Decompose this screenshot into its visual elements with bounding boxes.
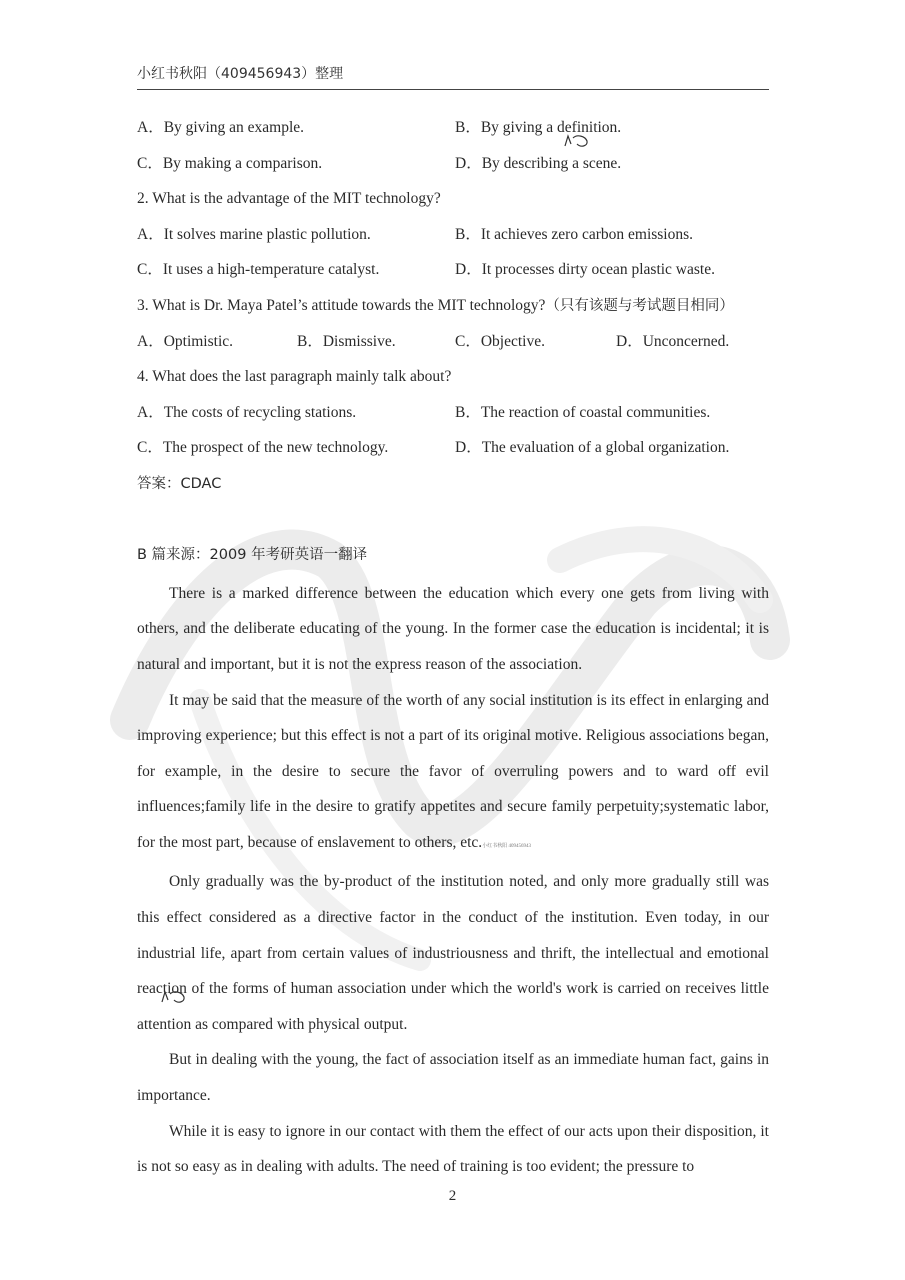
q1-option-c: C．By making a comparison. (137, 154, 323, 172)
q1-option-a: A．By giving an example. (137, 119, 305, 136)
q1-option-b: B．By giving a definition. (455, 119, 622, 136)
document-body (137, 113, 769, 1185)
q1-options-row-2 (137, 149, 769, 185)
q2-option-a: A．It solves marine plastic pollution. (137, 225, 371, 243)
q2-option-d: D．It processes dirty ocean plastic waste. (455, 261, 715, 279)
passage-paragraph-2 (137, 683, 769, 865)
q2-stem: 2. What is the advantage of the MIT technology? (137, 190, 441, 208)
q3-option-b: B．Dismissive. (297, 332, 396, 350)
q3-stem-note: （只有该题与考试题目相同） (545, 297, 734, 314)
answer-key: 答案：CDAC (137, 475, 222, 492)
q3-stem-line (137, 291, 769, 327)
passage-paragraph-1: There is a marked difference between the education which every one gets from living with others, and the deliberate educating of the young. In the former case the education is incidental; it is natural and important, but it is not the express reason of the association. (137, 584, 769, 673)
q2-options-row-2 (137, 255, 769, 291)
passage-paragraph-5: While it is easy to ignore in our contact with them the effect of our acts upon their disposition, it is not so easy as in dealing with adults. The need of training is too evident; the pressure to (137, 1122, 769, 1176)
q4-option-a: A．The costs of recycling stations. (137, 403, 357, 421)
page-header: 小红书秋阳（409456943）整理 (137, 64, 769, 90)
q3-stem: 3. What is Dr. Maya Patel’s attitude towards the MIT technology? (137, 296, 546, 314)
passage-paragraph-2-text: It may be said that the measure of the worth of any social institution is its effect in enlarging and improving experience; but this effect is not a part of its original motive. Religious associations began, for example, in the desire to secure the favor of overruling powers and to ward off evil influences;family life in the desire to gratify appetites and secure family perpetuity;systematic labor, for the most part, because of enslavement to others, etc. (137, 691, 769, 851)
q4-options-row-2 (137, 433, 769, 469)
q2-option-b: B．It achieves zero carbon emissions. (455, 225, 694, 243)
q4-option-b: B．The reaction of coastal communities. (455, 403, 711, 421)
section-b-title: B 篇来源：2009 年考研英语一翻译 (137, 547, 368, 564)
handwritten-scribble-icon (160, 988, 190, 1008)
q4-option-c: C．The prospect of the new technology. (137, 439, 389, 457)
page-number: 2 (448, 1188, 457, 1204)
passage-paragraph-3: Only gradually was the by-product of the institution noted, and only more gradually still was this effect considered as a directive factor in the conduct of the institution. Even today, in our industrial life, apart from certain values of industriousness and thrift, the intellectual and emotional reaction of the forms of human association under which the world's work is carried on receives little attention as compared with physical output. (137, 873, 769, 1033)
passage-paragraph-4: But in dealing with the young, the fact of association itself as an immediate human fact, gains in importance. (137, 1051, 769, 1105)
q4-options-row-1 (137, 398, 769, 434)
q2-option-c: C．It uses a high-temperature catalyst. (137, 261, 380, 279)
q4-option-d: D．The evaluation of a global organization. (455, 439, 730, 457)
q2-options-row-1 (137, 220, 769, 256)
q3-option-a: A．Optimistic. (137, 332, 234, 350)
q1-options-row-1 (137, 113, 769, 149)
q3-option-c: C．Objective. (455, 332, 545, 350)
q4-stem: 4. What does the last paragraph mainly talk about? (137, 368, 452, 386)
q1-option-d: D．By describing a scene. (455, 154, 622, 172)
q3-option-d: D．Unconcerned. (616, 332, 730, 350)
inline-watermark-text: 小红书秋阳 409456943 (482, 843, 531, 849)
handwritten-scribble-icon (563, 132, 593, 152)
q3-options-row (137, 327, 769, 363)
